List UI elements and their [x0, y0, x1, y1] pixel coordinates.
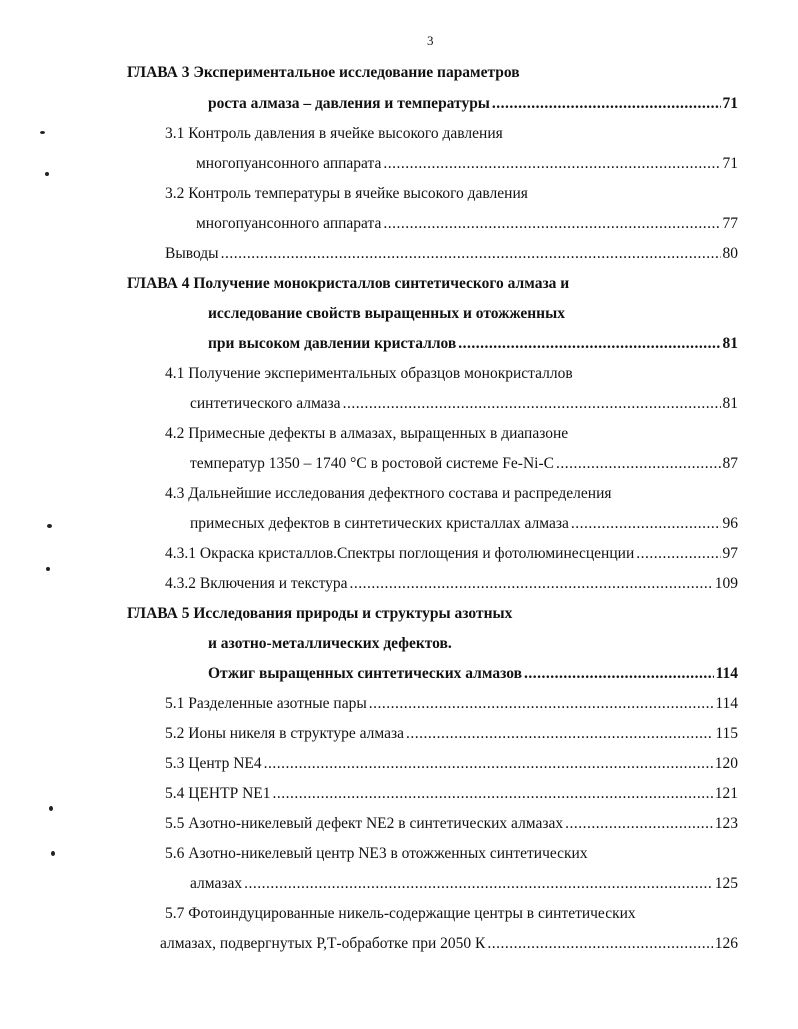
scan-speck: [46, 567, 50, 571]
ch5-s4-entry: [165, 784, 738, 804]
page-ref: 81: [722, 335, 738, 352]
scan-speck: [49, 806, 53, 811]
ch3-title-line2: роста алмаза – давления и температуры: [208, 95, 490, 112]
ch3-s1-entry: [196, 154, 738, 174]
page-ref: 96: [722, 515, 738, 532]
ch3-title-line1: ГЛАВА 3 Экспериментальное исследование параметров: [127, 64, 520, 81]
ch5-s2: 5.2 Ионы никеля в структуре алмаза: [165, 725, 404, 742]
ch5-s3-entry: [165, 754, 738, 774]
ch3-s2-line1: 3.2 Контроль температуры в ячейке высокого давления: [165, 185, 528, 202]
page-ref: 125: [714, 875, 738, 892]
ch5-s1-entry: [165, 694, 738, 714]
ch3-s1-line2: многопуансонного аппарата: [196, 155, 382, 172]
ch4-s32: 4.3.2 Включения и текстура: [165, 575, 348, 592]
ch3-conclusions-entry: [165, 244, 738, 264]
ch5-title-entry: [208, 664, 738, 684]
ch4-s1-line2: синтетического алмаза: [190, 395, 341, 412]
ch5-title-line2: и азотно-металлических дефектов.: [208, 635, 452, 652]
ch4-s2-line1: 4.2 Примесные дефекты в алмазах, выращенных в диапазоне: [165, 425, 569, 442]
ch4-s31-entry: [165, 544, 738, 564]
ch4-title-line2: исследование свойств выращенных и отожженных: [208, 305, 565, 322]
ch5-s6-line2: алмазах: [190, 875, 243, 892]
dot-leader: [556, 454, 721, 474]
ch3-title-entry: [208, 94, 738, 114]
page-ref: 71: [722, 155, 738, 172]
dot-leader: [458, 334, 720, 354]
ch4-title-line1: ГЛАВА 4 Получение монокристаллов синтетического алмаза и: [127, 275, 570, 292]
dot-leader: [487, 934, 712, 954]
ch4-s31: 4.3.1 Окраска кристаллов.Спектры поглощения и фотолюминесценции: [165, 545, 635, 562]
ch3-conclusions: Выводы: [165, 245, 219, 262]
page-ref: 115: [715, 725, 738, 742]
ch4-s1-line1: 4.1 Получение экспериментальных образцов монокристаллов: [165, 365, 573, 382]
page-ref: 87: [722, 455, 738, 472]
ch4-s3-entry: [190, 514, 738, 534]
page-ref: 120: [714, 755, 738, 772]
ch5-s2-entry: [165, 724, 738, 744]
ch4-s32-entry: [165, 574, 738, 594]
ch5-s4: 5.4 ЦЕНТР NE1: [165, 785, 271, 802]
page-ref: 121: [714, 785, 738, 802]
page-ref: 109: [714, 575, 738, 592]
scan-speck: [45, 172, 49, 176]
dot-leader: [244, 874, 713, 894]
page-ref: 114: [715, 695, 738, 712]
page-ref: 123: [714, 815, 738, 832]
ch5-s5: 5.5 Азотно-никелевый дефект NE2 в синтетических алмазах: [165, 815, 564, 832]
dot-leader: [221, 244, 721, 264]
ch4-title-entry: [208, 334, 738, 354]
ch4-s2-line2: температур 1350 – 1740 °С в ростовой системе Fe-Ni-C: [190, 455, 554, 472]
ch3-s2-line2: многопуансонного аппарата: [196, 215, 382, 232]
ch5-s1: 5.1 Разделенные азотные пары: [165, 695, 367, 712]
ch5-title-line3: Отжиг выращенных синтетических алмазов: [208, 665, 522, 682]
dot-leader: [272, 784, 712, 804]
dot-leader: [369, 694, 714, 714]
ch5-s6-entry: [190, 874, 738, 894]
ch4-s2-entry: [190, 454, 738, 474]
dot-leader: [406, 724, 713, 744]
dot-leader: [264, 754, 713, 774]
dot-leader: [343, 394, 721, 414]
scan-speck: [51, 851, 55, 856]
dot-leader: [383, 154, 720, 174]
dot-leader: [350, 574, 713, 594]
ch4-s1-entry: [190, 394, 738, 414]
ch5-s7-entry: [160, 934, 738, 954]
dot-leader: [492, 94, 721, 114]
ch5-title-line1: ГЛАВА 5 Исследования природы и структуры азотных: [127, 605, 513, 622]
page-ref: 77: [722, 215, 738, 232]
dot-leader: [565, 814, 713, 834]
dot-leader: [571, 514, 721, 534]
dot-leader: [524, 664, 714, 684]
page-number: 3: [427, 33, 434, 48]
ch5-s5-entry: [165, 814, 738, 834]
page-ref: 114: [715, 665, 738, 682]
dot-leader: [383, 214, 720, 234]
ch3-s2-entry: [196, 214, 738, 234]
ch5-s7-line2: алмазах, подвергнутых Р,Т-обработке при 2050 К: [160, 935, 486, 952]
ch4-s3-line2: примесных дефектов в синтетических кристаллах алмаза: [190, 515, 569, 532]
ch5-s6-line1: 5.6 Азотно-никелевый центр NE3 в отожженных синтетических: [165, 845, 588, 862]
scan-speck: [47, 524, 52, 528]
ch4-title-line3: при высоком давлении кристаллов: [208, 335, 457, 352]
scan-speck: [40, 131, 45, 134]
page-ref: 71: [722, 95, 738, 112]
page-ref: 81: [722, 395, 738, 412]
page-ref: 97: [722, 545, 738, 562]
ch4-s3-line1: 4.3 Дальнейшие исследования дефектного состава и распределения: [165, 485, 612, 502]
ch5-s3: 5.3 Центр NE4: [165, 755, 262, 772]
page-ref: 80: [722, 245, 738, 262]
page-ref: 126: [714, 935, 738, 952]
ch3-s1-line1: 3.1 Контроль давления в ячейке высокого давления: [165, 125, 503, 142]
ch5-s7-line1: 5.7 Фотоиндуцированные никель-содержащие центры в синтетических: [165, 905, 636, 922]
dot-leader: [636, 544, 720, 564]
